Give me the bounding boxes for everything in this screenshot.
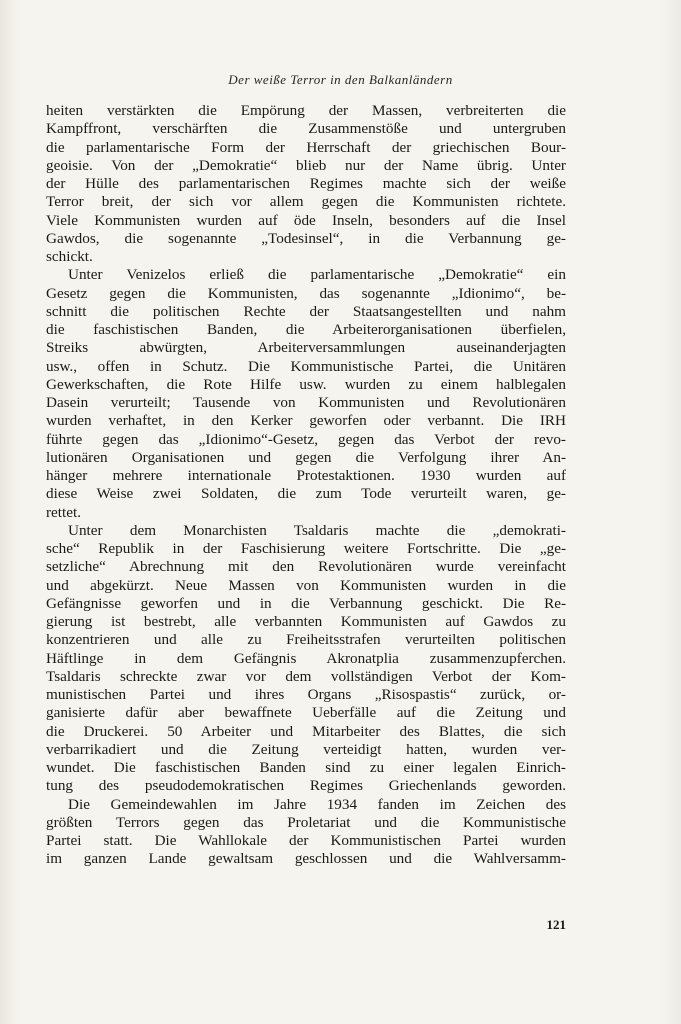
text-line: hänger mehrere internationale Protestaktionen. 1930 wurden auf	[46, 467, 566, 484]
text-line: Gewerkschaften, die Rote Hilfe usw. wurden zu einem halblegalen	[46, 375, 566, 393]
text-line: die parlamentarische Form der Herrschaft der griechischen Bour-	[46, 138, 566, 156]
text-line: schickt.	[46, 248, 93, 265]
text-line: Terror breit, der sich vor allem gegen die Kommunisten richtete.	[46, 193, 566, 211]
text-line: führte gegen das „Idionimo“-Gesetz, gegen das Verbot der revo-	[46, 430, 566, 448]
text-line: rettet.	[46, 503, 81, 521]
text-line: Die Gemeindewahlen im Jahre 1934 fanden im Zeichen des	[68, 795, 566, 813]
text-line: munistischen Partei und ihres Organs „Risospastis“ zurück, or-	[46, 686, 566, 703]
text-line: größten Terrors gegen das Proletariat und die Kommunistische	[46, 813, 566, 831]
text-line: Gefängnisse geworfen und in die Verbannung geschickt. Die Re-	[46, 594, 566, 612]
text-line: der Hülle des parlamentarischen Regimes machte sich der weiße	[46, 175, 566, 192]
text-line: Tsaldaris schreckte zwar vor dem vollständigen Verbot der Kom-	[46, 667, 566, 685]
text-line: usw., offen in Schutz. Die Kommunistische Partei, die Unitären	[46, 357, 566, 375]
text-line: setzliche“ Abrechnung mit den Revolutionären wurde vereinfacht	[46, 558, 566, 576]
text-line: geoisie. Von der „Demokratie“ blieb nur der Name übrig. Unter	[46, 156, 566, 174]
body-text	[46, 102, 566, 869]
text-line: Gesetz gegen die Kommunisten, das sogenannte „Idionimo“, be-	[46, 284, 566, 302]
text-line: wurden verhaftet, in den Kerker geworfen oder verbannt. Die IRH	[46, 412, 566, 430]
text-line: im ganzen Lande gewaltsam geschlossen und die Wahlversamm-	[46, 850, 566, 868]
text-line: Partei statt. Die Wahllokale der Kommunistischen Partei wurden	[46, 832, 566, 849]
text-line: die Druckerei. 50 Arbeiter und Mitarbeiter des Blattes, die sich	[46, 722, 566, 740]
text-line: Kampffront, verschärften die Zusammenstöße und untergruben	[46, 120, 566, 138]
text-line: Viele Kommunisten wurden auf öde Inseln, besonders auf die Insel	[46, 211, 566, 229]
text-line: konzentrieren und alle zu Freiheitsstrafen verurteilten politischen	[46, 631, 566, 649]
text-line: verbarrikadiert und die Zeitung verteidigt hatten, wurden ver-	[46, 740, 566, 758]
text-line: tung des pseudodemokratischen Regimes Griechenlands geworden.	[46, 777, 566, 795]
text-line: Unter dem Monarchisten Tsaldaris machte die „demokrati-	[68, 521, 566, 539]
text-line: ganisierte dafür aber bewaffnete Ueberfälle auf die Zeitung und	[46, 704, 566, 722]
text-line: wundet. Die faschistischen Banden sind zu einer legalen Einrich-	[46, 759, 566, 776]
text-line: lutionären Organisationen und gegen die Verfolgung ihrer An-	[46, 448, 566, 466]
text-line: schnitt die politischen Rechte der Staatsangestellten und nahm	[46, 302, 566, 320]
text-line: Streiks abwürgten, Arbeiterversammlungen auseinanderjagten	[46, 339, 566, 357]
text-line: die faschistischen Banden, die Arbeiterorganisationen überfielen,	[46, 321, 566, 338]
text-line: sche“ Republik in der Faschisierung weitere Fortschritte. Die „ge-	[46, 540, 566, 557]
text-line: gierung ist bestrebt, alle verbannten Kommunisten auf Gawdos zu	[46, 613, 566, 630]
text-line: heiten verstärkten die Empörung der Massen, verbreiterten die	[46, 102, 566, 119]
running-head: Der weiße Terror in den Balkanländern	[228, 72, 453, 87]
page-number: 121	[546, 917, 566, 932]
text-line: Dasein verurteilt; Tausende von Kommunisten und Revolutionären	[46, 394, 566, 411]
text-line: Gawdos, die sogenannte „Todesinsel“, in die Verbannung ge-	[46, 229, 566, 247]
text-line: diese Weise zwei Soldaten, die zum Tode verurteilt waren, ge-	[46, 485, 566, 503]
text-line: und abgekürzt. Neue Massen von Kommunisten wurden in die	[46, 576, 566, 594]
text-line: Häftlinge in dem Gefängnis Akronatplia zusammenzupferchen.	[46, 649, 566, 667]
text-line: Unter Venizelos erließ die parlamentarische „Demokratie“ ein	[68, 266, 566, 284]
